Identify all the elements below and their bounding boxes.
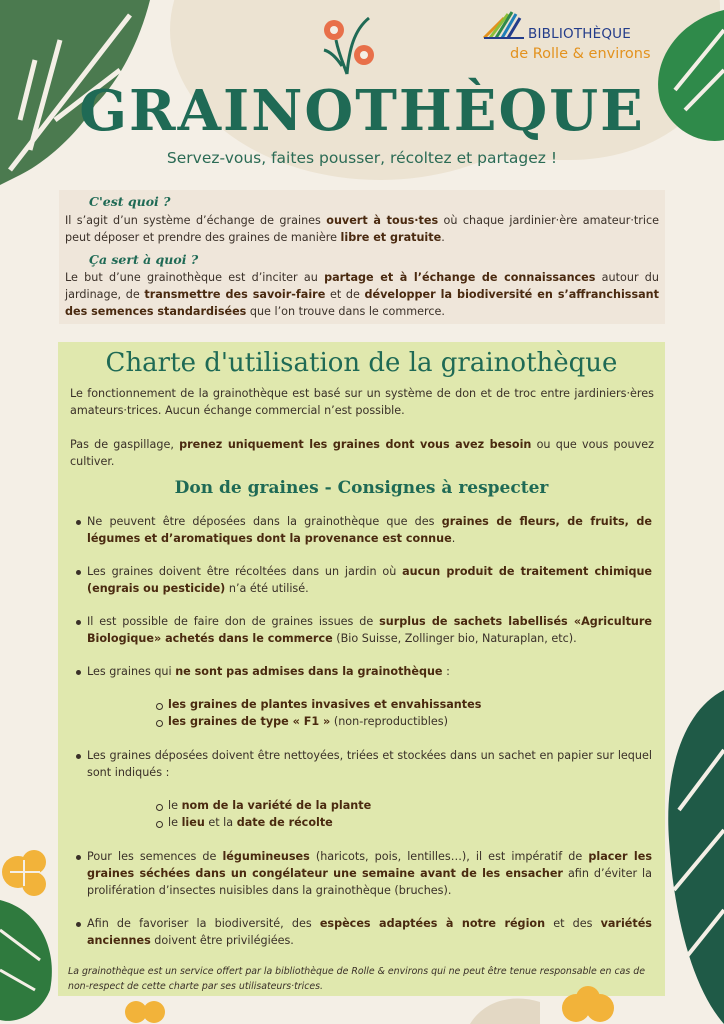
emphasis-text: développer la biodiversité en s’affranchissant des semences standardisées: [65, 288, 659, 318]
rule-no-chemicals: [87, 563, 652, 597]
rule-packaging: [87, 747, 652, 781]
body-text: .: [441, 231, 445, 244]
rule-invasive: [168, 696, 638, 713]
rule-biodiversity: [87, 915, 652, 949]
body-text: le: [168, 816, 182, 829]
body-text: Afin de favoriser la biodiversité, des: [87, 917, 320, 930]
book-fan-icon: [482, 10, 526, 40]
body-text: Les graines doivent être récoltées dans un jardin où: [87, 565, 403, 578]
body-text: que l’on trouve dans le commerce.: [246, 305, 445, 318]
library-logo-subtitle: de Rolle & environs: [510, 46, 651, 62]
body-text: et de: [325, 288, 365, 301]
body-text: ou que vous pouvez cultiver.: [70, 438, 654, 468]
emphasis-text: prenez uniquement les graines dont vous avez besoin: [179, 438, 532, 451]
body-text: (Bio Suisse, Zollinger bio, Naturaplan, etc).: [332, 632, 577, 645]
emphasis-text: ouvert à tous·tes: [326, 214, 439, 227]
library-logo-name: BIBLIOTHÈQUE: [528, 26, 631, 42]
charte-intro: [70, 385, 654, 419]
charte-footer-note: La grainothèque est un service offert par la bibliothèque de Rolle & environs qui ne peut être tenue responsable en cas de non-respect de cette charte par ses utilisateurs·trices.: [68, 966, 645, 992]
body-text: (non-reproductibles): [330, 715, 448, 728]
body-text: et la: [204, 816, 237, 829]
rule-not-admitted: [87, 663, 652, 680]
body-text: Les graines qui: [87, 665, 176, 678]
body-text: (haricots, pois, lentilles…), il est impératif de: [309, 850, 589, 863]
emphasis-text: ne sont pas admises dans la grainothèque: [175, 665, 443, 678]
sub-bullet-circle: [156, 703, 163, 710]
info-box: [59, 190, 665, 324]
emphasis-text: variétés anciennes: [87, 917, 652, 947]
question-why: Ça sert à quoi ?: [89, 252, 199, 267]
emphasis-text: aucun produit de traitement chimique (engrais ou pesticide): [87, 565, 653, 595]
rule-legumes: [87, 848, 652, 899]
charte-subtitle: Don de graines - Consignes à respecter: [174, 478, 549, 498]
flower-bottom-center-icon: [124, 994, 168, 1024]
bullet-dot: [76, 922, 81, 927]
emphasis-text: les graines de plantes invasives et envahissantes: [168, 698, 482, 711]
bullet-dot: [76, 754, 81, 759]
charte-panel: [58, 342, 665, 996]
body-text: n’a été utilisé.: [225, 582, 309, 595]
body-text: :: [442, 665, 450, 678]
body-text: où chaque jardinier·ère amateur·trice peut déposer et prendre des graines de manière: [65, 214, 659, 244]
emphasis-text: libre et gratuite: [340, 231, 442, 244]
body-text: Il est possible de faire don de graines issues de: [87, 615, 380, 628]
sub-bullet-circle: [156, 821, 163, 828]
page-subtitle: Servez-vous, faites pousser, récoltez et partagez !: [166, 149, 558, 167]
body-text: Il s’agit d’un système d’échange de graines: [65, 214, 327, 227]
rule-organic-surplus: [87, 613, 652, 647]
question-what: C'est quoi ?: [89, 194, 171, 209]
rule-variety-name: [168, 797, 638, 814]
emphasis-text: graines de fleurs, de fruits, de légumes et d’aromatiques dont la provenance est connue: [87, 515, 652, 545]
charte-title: Charte d'utilisation de la grainothèque: [105, 348, 618, 378]
charte-waste-note: [70, 436, 654, 470]
sub-bullet-circle: [156, 720, 163, 727]
emphasis-text: nom de la variété de la plante: [181, 799, 372, 812]
bullet-dot: [76, 855, 81, 860]
emphasis-text: légumineuses: [222, 850, 310, 863]
emphasis-text: transmettre des savoir-faire: [144, 288, 326, 301]
bullet-dot: [76, 520, 81, 525]
emphasis-text: espèces adaptées à notre région: [319, 917, 546, 930]
body-text: .: [451, 532, 456, 545]
emphasis-text: partage et à l’échange de connaissances: [324, 271, 596, 284]
emphasis-text: placer les graines séchées dans un congélateur une semaine avant de les ensacher: [87, 850, 652, 880]
leaf-bottom-center-icon: [470, 994, 540, 1024]
page-title: GRAINOTHÈQUE: [79, 78, 645, 144]
leaf-bottom-right-icon: [664, 690, 724, 1024]
body-text: Ne peuvent être déposées dans la grainothèque que des: [87, 515, 442, 528]
body-text: autour du jardinage, de: [65, 271, 659, 301]
emphasis-text: les graines de type « F1 »: [168, 715, 331, 728]
emphasis-text: date de récolte: [236, 816, 333, 829]
bullet-dot: [76, 570, 81, 575]
body-text: Pas de gaspillage,: [70, 438, 180, 451]
flower-bottom-right-icon: [560, 984, 620, 1024]
rule-f1: [168, 713, 638, 730]
emphasis-text: lieu: [181, 816, 205, 829]
body-text: Le fonctionnement de la grainothèque est basé sur un système de don et de troc entre jardiniers·ères amateurs·trices. Aucun échange commercial n’est possible.: [70, 387, 654, 417]
body-text: et des: [545, 917, 601, 930]
body-text: le: [168, 799, 182, 812]
sub-bullet-circle: [156, 804, 163, 811]
body-text: Les graines déposées doivent être nettoyées, triées et stockées dans un sachet en papier sur lequel sont indiqués :: [87, 749, 652, 779]
answer-what: [65, 212, 659, 246]
bullet-dot: [76, 620, 81, 625]
body-text: afin d’éviter la prolifération d’insectes nuisibles dans la grainothèque (bruches).: [87, 867, 652, 897]
flower-sprout-icon: [314, 10, 384, 76]
body-text: Le but d’une grainothèque est d’inciter au: [65, 271, 325, 284]
rule-place-date: [168, 814, 638, 831]
body-text: Pour les semences de: [87, 850, 223, 863]
bullet-dot: [76, 670, 81, 675]
leaf-bottom-left-icon: [0, 890, 58, 1024]
body-text: doivent être privilégiées.: [150, 934, 294, 947]
emphasis-text: surplus de sachets labellisés «Agriculture Biologique» achetés dans le commerce: [87, 615, 652, 645]
answer-why: [65, 269, 659, 320]
rule-seed-types: [87, 513, 652, 547]
